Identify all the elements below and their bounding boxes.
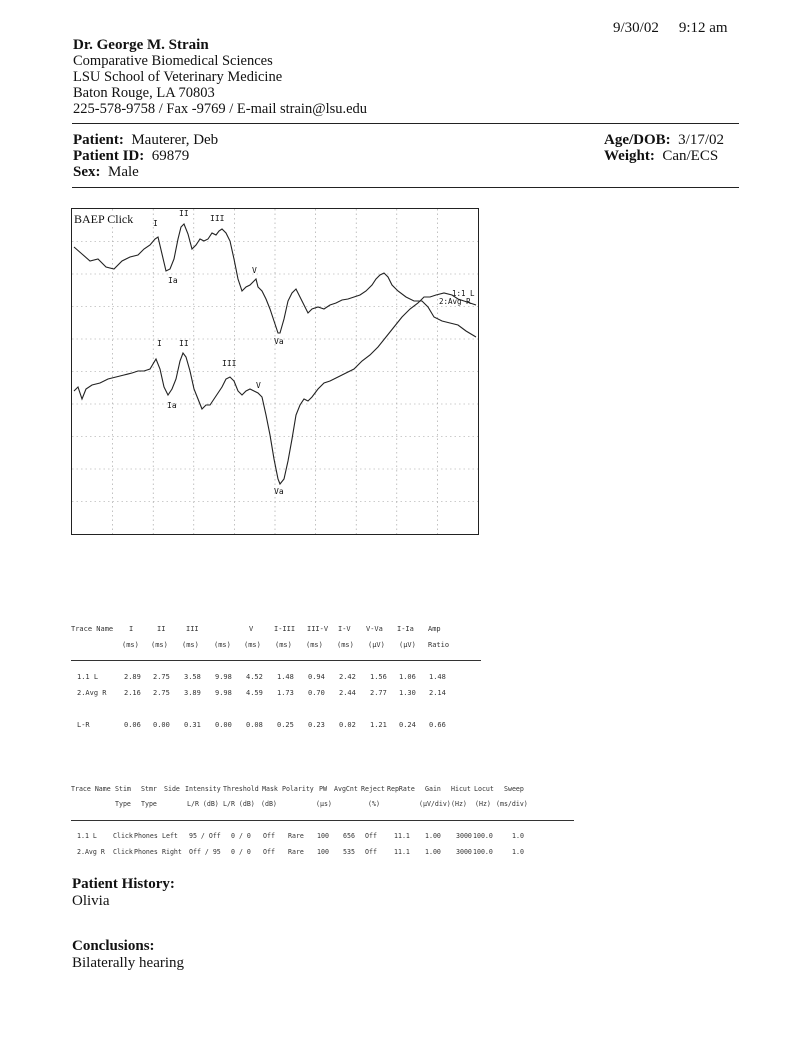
doctor-name: Dr. George M. Strain	[73, 37, 209, 53]
t2-h-4: Intensity	[185, 785, 221, 793]
t1-r1-c6: 1.73	[277, 689, 294, 697]
t1-r2-c11: 0.66	[429, 721, 446, 729]
t1-u-2: (ms)	[151, 641, 168, 649]
weight-value: Can/ECS	[662, 148, 719, 164]
t1-r2-c2: 0.00	[153, 721, 170, 729]
t1-r0-c6: 1.48	[277, 673, 294, 681]
contact: 225-578-9758 / Fax -9769 / E-mail strain@lsu.edu	[73, 101, 368, 117]
t1-r1-c0: 2.Avg R	[77, 689, 107, 697]
t2-r1-c15: 1.0	[512, 848, 524, 856]
t1-r1-c1: 2.16	[124, 689, 141, 697]
school: LSU School of Veterinary Medicine	[73, 69, 283, 85]
t1-u-5: (ms)	[244, 641, 261, 649]
history-title: Patient History:	[72, 876, 175, 892]
t2-r0-c3: Left	[162, 832, 178, 840]
t1-r0-c4: 9.98	[215, 673, 232, 681]
t2-r0-c13: 3000	[456, 832, 472, 840]
t2-r0-c12: 1.00	[425, 832, 441, 840]
baep-waveform-plot	[71, 208, 479, 535]
trace-name-2: 2:Avg R	[439, 297, 471, 306]
t1-h-8: I-V	[338, 625, 351, 633]
t2-u-6: (dB)	[261, 800, 277, 808]
divider-top	[72, 123, 739, 124]
t1-h-10: I-Ia	[397, 625, 414, 633]
t2-h-10: Reject	[361, 785, 385, 793]
waveform-svg	[72, 209, 478, 534]
t1-u-10: (µV)	[399, 641, 416, 649]
t2-r1-c11: 11.1	[394, 848, 410, 856]
t2-h-14: Locut	[474, 785, 494, 793]
t1-u-11: Ratio	[428, 641, 450, 649]
t2-r0-c0: 1.1 L	[77, 832, 97, 840]
t1-u-6: (ms)	[275, 641, 292, 649]
t1-h-5: V	[249, 625, 254, 633]
t2-h-8: PW	[319, 785, 327, 793]
letterhead	[73, 37, 367, 117]
t1-h-9: V-Va	[366, 625, 383, 633]
t2-r0-c1: Click	[113, 832, 133, 840]
t2-u-5: L/R (dB)	[223, 800, 255, 808]
t1-r2-c3: 0.31	[184, 721, 201, 729]
t1-r1-c3: 3.89	[184, 689, 201, 697]
t2-r0-c9: 656	[343, 832, 355, 840]
t2-r1-c5: 0 / 0	[231, 848, 251, 856]
conclusions	[72, 938, 184, 972]
t1-r1-c7: 0.70	[308, 689, 325, 697]
t1-r0-c8: 2.42	[339, 673, 356, 681]
t2-u-10: (%)	[368, 800, 380, 808]
t1-r2-c4: 0.00	[215, 721, 232, 729]
history-text: Olivia	[72, 893, 110, 909]
t2-r0-c8: 100	[317, 832, 329, 840]
t2-r0-c6: Off	[263, 832, 275, 840]
t1-r0-c1: 2.89	[124, 673, 141, 681]
t1-u-9: (µV)	[368, 641, 385, 649]
t1-r0-c11: 1.48	[429, 673, 446, 681]
plot-grid	[72, 209, 478, 534]
t2-h-5: Threshold	[223, 785, 259, 793]
print-date: 9/30/02	[613, 20, 659, 36]
t1-h-11: Amp	[428, 625, 441, 633]
peak-label-V-bottom: V	[256, 381, 261, 390]
peak-label-II-top: II	[179, 209, 189, 218]
peak-label-Ia-bottom: Ia	[167, 401, 177, 410]
t2-r1-c12: 1.00	[425, 848, 441, 856]
t1-r0-c0: 1.1 L	[77, 673, 99, 681]
t1-r2-c10: 0.24	[399, 721, 416, 729]
t2-r0-c7: Rare	[288, 832, 304, 840]
t1-r1-c4: 9.98	[215, 689, 232, 697]
t1-h-6: I-III	[274, 625, 296, 633]
t2-r1-c0: 2.Avg R	[77, 848, 105, 856]
t1-r0-c5: 4.52	[246, 673, 263, 681]
t1-h-3: III	[186, 625, 199, 633]
t1-r2-c5: 0.08	[246, 721, 263, 729]
divider-patient	[72, 187, 739, 188]
t1-r2-c9: 1.21	[370, 721, 387, 729]
t2-h-0: Trace Name	[71, 785, 111, 793]
peak-label-II-bottom: II	[179, 339, 189, 348]
t2-u-1: Type	[115, 800, 131, 808]
t1-r0-c9: 1.56	[370, 673, 387, 681]
t2-h-2: Stmr	[141, 785, 157, 793]
patient-info-left	[73, 132, 218, 180]
peak-label-III-bottom: III	[222, 359, 237, 368]
t2-r1-c7: Rare	[288, 848, 304, 856]
patient-info-right	[604, 132, 724, 164]
t2-r0-c2: Phones	[134, 832, 158, 840]
t1-r0-c10: 1.06	[399, 673, 416, 681]
t2-h-6: Mask	[262, 785, 278, 793]
t2-h-1: Stim	[115, 785, 131, 793]
peak-label-Va-bottom: Va	[274, 487, 284, 496]
t2-r0-c10: Off	[365, 832, 377, 840]
trace-name-1: 1:1 L	[452, 289, 475, 298]
patient-label: Patient:	[73, 132, 124, 148]
age-value: 3/17/02	[678, 132, 725, 148]
department: Comparative Biomedical Sciences	[73, 53, 273, 69]
sex-label: Sex:	[73, 164, 101, 180]
t2-h-9: AvgCnt	[334, 785, 358, 793]
plot-title: BAEP Click	[74, 212, 134, 226]
t2-u-12: (µV/div)	[419, 800, 451, 808]
peak-label-I-top: I	[153, 219, 158, 228]
t2-r1-c4: Off / 95	[189, 848, 221, 856]
conclusions-title: Conclusions:	[72, 938, 155, 954]
t1-h-7: III-V	[307, 625, 329, 633]
t1-r0-c7: 0.94	[308, 673, 325, 681]
t2-r1-c9: 535	[343, 848, 355, 856]
t2-r1-c6: Off	[263, 848, 275, 856]
t2-r0-c5: 0 / 0	[231, 832, 251, 840]
t1-r1-c2: 2.75	[153, 689, 170, 697]
t1-r2-c1: 0.06	[124, 721, 141, 729]
t2-r1-c3: Right	[162, 848, 182, 856]
t2-r1-c13: 3000	[456, 848, 472, 856]
peak-label-Ia-top: Ia	[168, 276, 178, 285]
t1-r1-c10: 1.30	[399, 689, 416, 697]
t2-r1-c14: 100.0	[473, 848, 493, 856]
t2-h-12: Gain	[425, 785, 441, 793]
peak-label-V-top: V	[252, 266, 257, 275]
t1-u-3: (ms)	[182, 641, 199, 649]
t1-h-0: Trace Name	[71, 625, 114, 633]
t1-r1-c8: 2.44	[339, 689, 356, 697]
t2-h-11: RepRate	[387, 785, 415, 793]
t1-r2-c7: 0.23	[308, 721, 325, 729]
t1-h-1: I	[129, 625, 134, 633]
t1-r1-c9: 2.77	[370, 689, 387, 697]
t2-u-8: (µs)	[316, 800, 332, 808]
t1-u-4: (ms)	[214, 641, 231, 649]
t1-r1-c5: 4.59	[246, 689, 263, 697]
t2-h-15: Sweep	[504, 785, 524, 793]
stimulus-table	[71, 785, 576, 865]
t1-r0-c3: 3.58	[184, 673, 201, 681]
t2-r0-c14: 100.0	[473, 832, 493, 840]
address: Baton Rouge, LA 70803	[73, 85, 215, 101]
t2-h-7: Polarity	[282, 785, 314, 793]
t2-r1-c1: Click	[113, 848, 133, 856]
t2-u-14: (Hz)	[475, 800, 491, 808]
t1-u-7: (ms)	[306, 641, 323, 649]
peak-label-III-top: III	[210, 214, 225, 223]
t1-u-8: (ms)	[337, 641, 354, 649]
conclusions-text: Bilaterally hearing	[72, 955, 185, 971]
t2-u-15: (ms/div)	[496, 800, 528, 808]
weight-label: Weight:	[604, 148, 655, 164]
t2-r0-c11: 11.1	[394, 832, 410, 840]
patient-id-label: Patient ID:	[73, 148, 145, 164]
t2-u-13: (Hz)	[451, 800, 467, 808]
t1-r0-c2: 2.75	[153, 673, 170, 681]
print-datetime	[613, 20, 728, 37]
t2-u-4: L/R (dB)	[187, 800, 219, 808]
t2-u-2: Type	[141, 800, 157, 808]
t2-r0-c4: 95 / Off	[189, 832, 221, 840]
peak-label-Va-top: Va	[274, 337, 284, 346]
patient-history	[72, 876, 175, 910]
age-label: Age/DOB:	[604, 132, 671, 148]
t2-r0-c15: 1.0	[512, 832, 524, 840]
t1-r2-c0: L-R	[77, 721, 90, 729]
t2-rule	[71, 820, 574, 821]
t2-r1-c10: Off	[365, 848, 377, 856]
t2-r1-c2: Phones	[134, 848, 158, 856]
sex-value: Male	[108, 164, 139, 180]
t1-r2-c8: 0.02	[339, 721, 356, 729]
print-time: 9:12 am	[678, 20, 728, 36]
t2-h-13: Hicut	[451, 785, 471, 793]
t1-u-1: (ms)	[122, 641, 139, 649]
latency-table	[71, 625, 491, 735]
t1-r2-c6: 0.25	[277, 721, 294, 729]
patient-name: Mauterer, Deb	[131, 132, 219, 148]
t1-rule	[71, 660, 481, 661]
t1-h-2: II	[157, 625, 166, 633]
peak-label-I-bottom: I	[157, 339, 162, 348]
t2-h-3: Side	[164, 785, 180, 793]
t2-r1-c8: 100	[317, 848, 329, 856]
patient-id: 69879	[151, 148, 190, 164]
t1-r1-c11: 2.14	[429, 689, 446, 697]
